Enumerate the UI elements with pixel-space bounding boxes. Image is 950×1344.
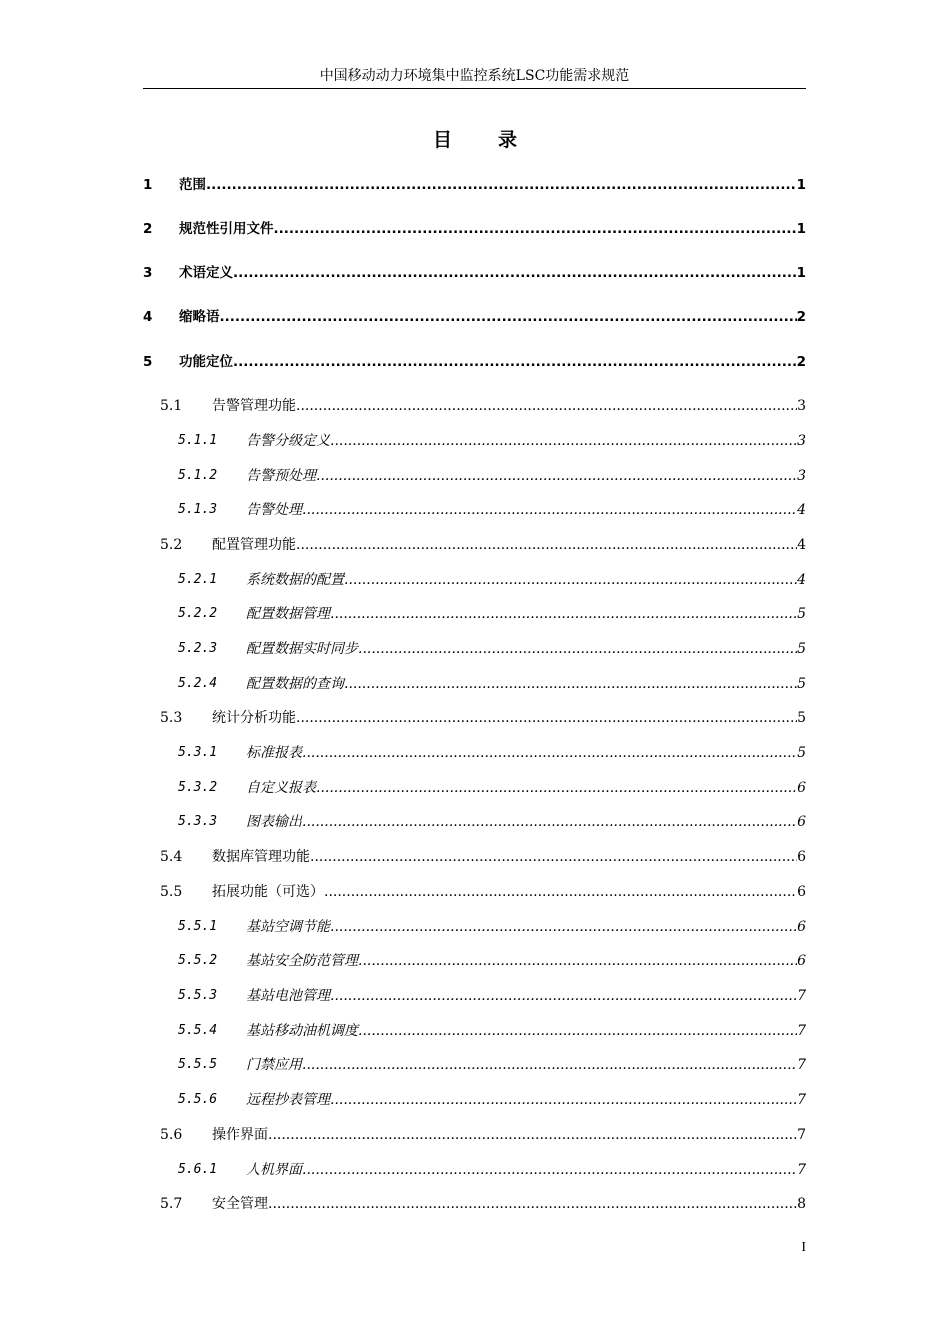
toc-entry-page: 7 [797, 988, 806, 1004]
toc-entry[interactable] [143, 1089, 806, 1109]
toc-entry-title: 基站移动油机调度 [246, 1023, 358, 1039]
footer-page-number: I [801, 1240, 806, 1255]
toc-entry-page: 5 [797, 676, 806, 692]
toc-entry-title: 配置数据管理 [246, 606, 330, 622]
toc-entry-number: 5.3.1 [178, 745, 218, 760]
toc-entry-number: 5.1.2 [178, 468, 218, 483]
toc-entry-page: 6 [797, 953, 806, 969]
toc-entry-number: 5 [143, 354, 153, 370]
toc-entry-title: 告警分级定义 [246, 433, 330, 449]
toc-entry-page: 6 [797, 780, 806, 796]
toc-entry-title: 范围 [179, 177, 206, 193]
toc-entry[interactable] [143, 430, 806, 450]
toc-entry-number: 1 [143, 177, 153, 193]
toc-entry[interactable] [143, 262, 806, 282]
toc-entry-number: 5.1.1 [178, 433, 218, 448]
toc-leader-dots [324, 883, 797, 901]
toc-entry[interactable] [143, 846, 806, 866]
toc-entry-title: 缩略语 [179, 309, 220, 325]
toc-entry-page: 5 [797, 606, 806, 622]
toc-entry[interactable] [143, 638, 806, 658]
toc-leader-dots [302, 501, 797, 519]
toc-leader-dots [330, 987, 797, 1005]
toc-entry-title: 统计分析功能 [212, 710, 296, 726]
toc-entry-page: 7 [797, 1023, 806, 1039]
toc-entry-page: 7 [797, 1092, 806, 1108]
toc-entry[interactable] [143, 881, 806, 901]
toc-entry[interactable] [143, 218, 806, 238]
toc-entry-page: 6 [797, 919, 806, 935]
toc-entry-number: 5.6.1 [178, 1162, 218, 1177]
toc-entry[interactable] [143, 1159, 806, 1179]
toc-entry[interactable] [143, 742, 806, 762]
toc-entry-page: 4 [797, 572, 806, 588]
toc-entry-page: 3 [797, 433, 806, 449]
toc-entry-title: 远程抄表管理 [246, 1092, 330, 1108]
toc-entry[interactable] [143, 950, 806, 970]
toc-entry-page: 2 [796, 354, 806, 370]
toc-leader-dots [296, 397, 797, 415]
toc-entry-page: 7 [797, 1162, 806, 1178]
toc-entry[interactable] [143, 673, 806, 693]
toc-entry[interactable] [143, 499, 806, 519]
toc-leader-dots [358, 1022, 797, 1040]
toc-leader-dots [316, 467, 797, 485]
toc-entry-title: 人机界面 [246, 1162, 302, 1178]
toc-entry-number: 5.5.5 [178, 1057, 218, 1072]
toc-entry-title: 基站电池管理 [246, 988, 330, 1004]
toc-entry[interactable] [143, 1193, 806, 1213]
toc-entry-title: 功能定位 [179, 354, 233, 370]
toc-leader-dots [330, 1091, 797, 1109]
toc-entry-title: 告警处理 [246, 502, 302, 518]
toc-entry-number: 5.5 [160, 884, 183, 900]
toc-entry-number: 5.5.2 [178, 953, 218, 968]
toc-entry-page: 7 [797, 1057, 806, 1073]
toc-entry[interactable] [143, 603, 806, 623]
toc-entry-number: 5.5.6 [178, 1092, 218, 1107]
toc-entry[interactable] [143, 569, 806, 589]
toc-entry-title: 操作界面 [212, 1127, 268, 1143]
toc-entry-title: 基站安全防范管理 [246, 953, 358, 969]
toc-entry[interactable] [143, 1020, 806, 1040]
toc-entry-page: 4 [797, 502, 806, 518]
toc-entry-number: 5.2.1 [178, 572, 218, 587]
toc-entry-page: 2 [796, 309, 806, 325]
toc-leader-dots [268, 1195, 797, 1213]
toc-leader-dots [310, 848, 797, 866]
toc-entry-title: 标准报表 [246, 745, 302, 761]
toc-entry-number: 3 [143, 265, 153, 281]
toc-entry-page: 1 [796, 221, 806, 237]
toc-leader-dots [330, 605, 797, 623]
toc-entry-page: 5 [797, 710, 806, 726]
toc-entry-number: 5.7 [160, 1196, 183, 1212]
toc-entry-page: 7 [797, 1127, 806, 1143]
toc-entry-title: 配置数据实时同步 [246, 641, 358, 657]
toc-entry[interactable] [143, 916, 806, 936]
toc-leader-dots [302, 744, 797, 762]
toc-entry[interactable] [143, 306, 806, 326]
toc-entry-number: 2 [143, 221, 153, 237]
toc-entry-title: 门禁应用 [246, 1057, 302, 1073]
toc-entry-page: 4 [797, 537, 806, 553]
toc-heading [0, 125, 950, 152]
toc-entry-number: 5.3.3 [178, 814, 218, 829]
toc-entry-page: 8 [797, 1196, 806, 1212]
toc-entry-number: 5.5.1 [178, 919, 218, 934]
page-header [143, 66, 806, 89]
toc-entry-title: 配置管理功能 [212, 537, 296, 553]
toc-leader-dots [274, 220, 797, 238]
toc-entry-number: 5.5.3 [178, 988, 218, 1003]
toc-entry-title: 系统数据的配置 [246, 572, 344, 588]
toc-entry-number: 5.6 [160, 1127, 183, 1143]
toc-entry[interactable] [143, 811, 806, 831]
toc-entry[interactable] [143, 985, 806, 1005]
toc-entry-page: 5 [797, 641, 806, 657]
toc-leader-dots [268, 1126, 797, 1144]
toc-entry-number: 5.2.3 [178, 641, 218, 656]
toc-entry-title: 图表输出 [246, 814, 302, 830]
toc-entry[interactable] [143, 465, 806, 485]
toc-entry[interactable] [143, 1054, 806, 1074]
toc-entry-title: 告警预处理 [246, 468, 316, 484]
toc-leader-dots [344, 571, 797, 589]
toc-entry-page: 3 [797, 398, 806, 414]
toc-entry-number: 4 [143, 309, 153, 325]
toc-leader-dots [302, 1056, 797, 1074]
toc-entry[interactable] [143, 395, 806, 415]
toc-entry-page: 5 [797, 745, 806, 761]
toc-entry-number: 5.1.3 [178, 502, 218, 517]
toc-entry-page: 6 [797, 849, 806, 865]
toc-leader-dots [358, 640, 797, 658]
toc-leader-dots [316, 779, 797, 797]
toc-entry-title: 基站空调节能 [246, 919, 330, 935]
toc-entry-title: 规范性引用文件 [179, 221, 274, 237]
toc-entry-page: 3 [797, 468, 806, 484]
toc-entry-number: 5.2 [160, 537, 183, 553]
toc-entry-title: 数据库管理功能 [212, 849, 310, 865]
toc-leader-dots [330, 918, 797, 936]
toc-leader-dots [206, 176, 797, 194]
toc-entry[interactable] [143, 707, 806, 727]
toc-entry-page: 1 [796, 177, 806, 193]
toc-entry[interactable] [143, 174, 806, 194]
toc-leader-dots [330, 432, 797, 450]
toc-entry[interactable] [143, 1124, 806, 1144]
toc-entry-title: 自定义报表 [246, 780, 316, 796]
toc-entry-title: 告警管理功能 [212, 398, 296, 414]
toc-leader-dots [220, 308, 797, 326]
toc-leader-dots [302, 1161, 797, 1179]
toc-entry-title: 安全管理 [212, 1196, 268, 1212]
toc-leader-dots [296, 709, 797, 727]
toc-entry-number: 5.2.2 [178, 606, 218, 621]
toc-leader-dots [233, 353, 797, 371]
toc-entry-number: 5.3.2 [178, 780, 218, 795]
toc-entry-page: 1 [796, 265, 806, 281]
toc-heading-left: 目 [432, 129, 452, 151]
toc-entry[interactable] [143, 534, 806, 554]
toc-entry-number: 5.2.4 [178, 676, 218, 691]
toc-entry-title: 拓展功能（可选） [212, 884, 324, 900]
toc-entry-number: 5.5.4 [178, 1023, 218, 1038]
toc-leader-dots [302, 813, 797, 831]
toc-entry-page: 6 [797, 884, 806, 900]
toc-entry-number: 5.3 [160, 710, 183, 726]
toc-leader-dots [296, 536, 797, 554]
header-title: 中国移动动力环境集中监控系统LSC功能需求规范 [319, 68, 630, 84]
toc-heading-right: 录 [498, 129, 518, 151]
toc-entry-title: 术语定义 [179, 265, 233, 281]
toc-entry-title: 配置数据的查询 [246, 676, 344, 692]
toc-leader-dots [233, 264, 797, 282]
toc-leader-dots [358, 952, 797, 970]
toc-entry[interactable] [143, 777, 806, 797]
toc-leader-dots [344, 675, 797, 693]
toc-entry-page: 6 [797, 814, 806, 830]
toc-entry-number: 5.4 [160, 849, 183, 865]
toc-entry-number: 5.1 [160, 398, 183, 414]
toc-entry[interactable] [143, 351, 806, 371]
